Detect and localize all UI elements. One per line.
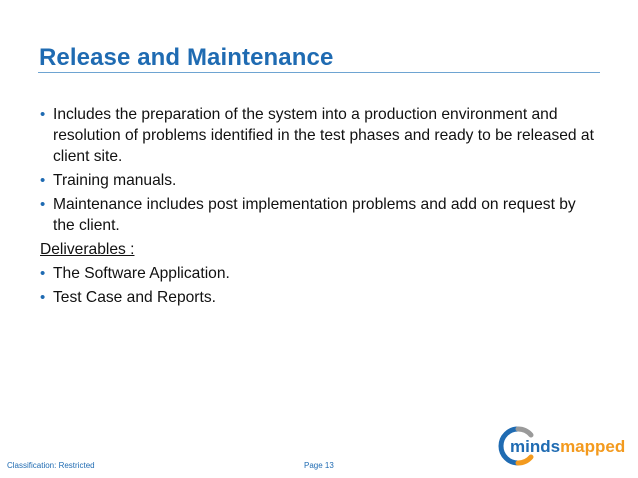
page-number: Page 13 (304, 461, 334, 470)
bullet-text: Maintenance includes post implementation problems and add on request by the client. (53, 196, 576, 234)
slide-content (40, 104, 600, 308)
classification-label: Classification: Restricted (7, 461, 95, 470)
bullet-dot: • (40, 196, 46, 213)
bullet-item (40, 287, 600, 308)
mindsmapped-logo (496, 424, 632, 468)
title-divider (38, 72, 600, 73)
bullet-item (40, 170, 600, 191)
bullet-dot: • (40, 265, 46, 282)
bullet-text: The Software Application. (53, 265, 230, 282)
bullet-item (40, 104, 600, 167)
bullet-text: Includes the preparation of the system into a production environment and resolution of problems identified in the test phases and ready to be released at client site. (53, 106, 594, 165)
logo-wordmark: mindsmapped (510, 437, 626, 456)
bullet-item (40, 194, 600, 236)
bullet-text: Test Case and Reports. (53, 289, 216, 306)
bullet-dot: • (40, 172, 46, 189)
bullet-text: Training manuals. (53, 172, 177, 189)
bullet-dot: • (40, 289, 46, 306)
bullet-item (40, 263, 600, 284)
deliverables-heading: Deliverables : (40, 241, 135, 258)
slide-title: Release and Maintenance (39, 44, 334, 71)
bullet-dot: • (40, 106, 46, 123)
